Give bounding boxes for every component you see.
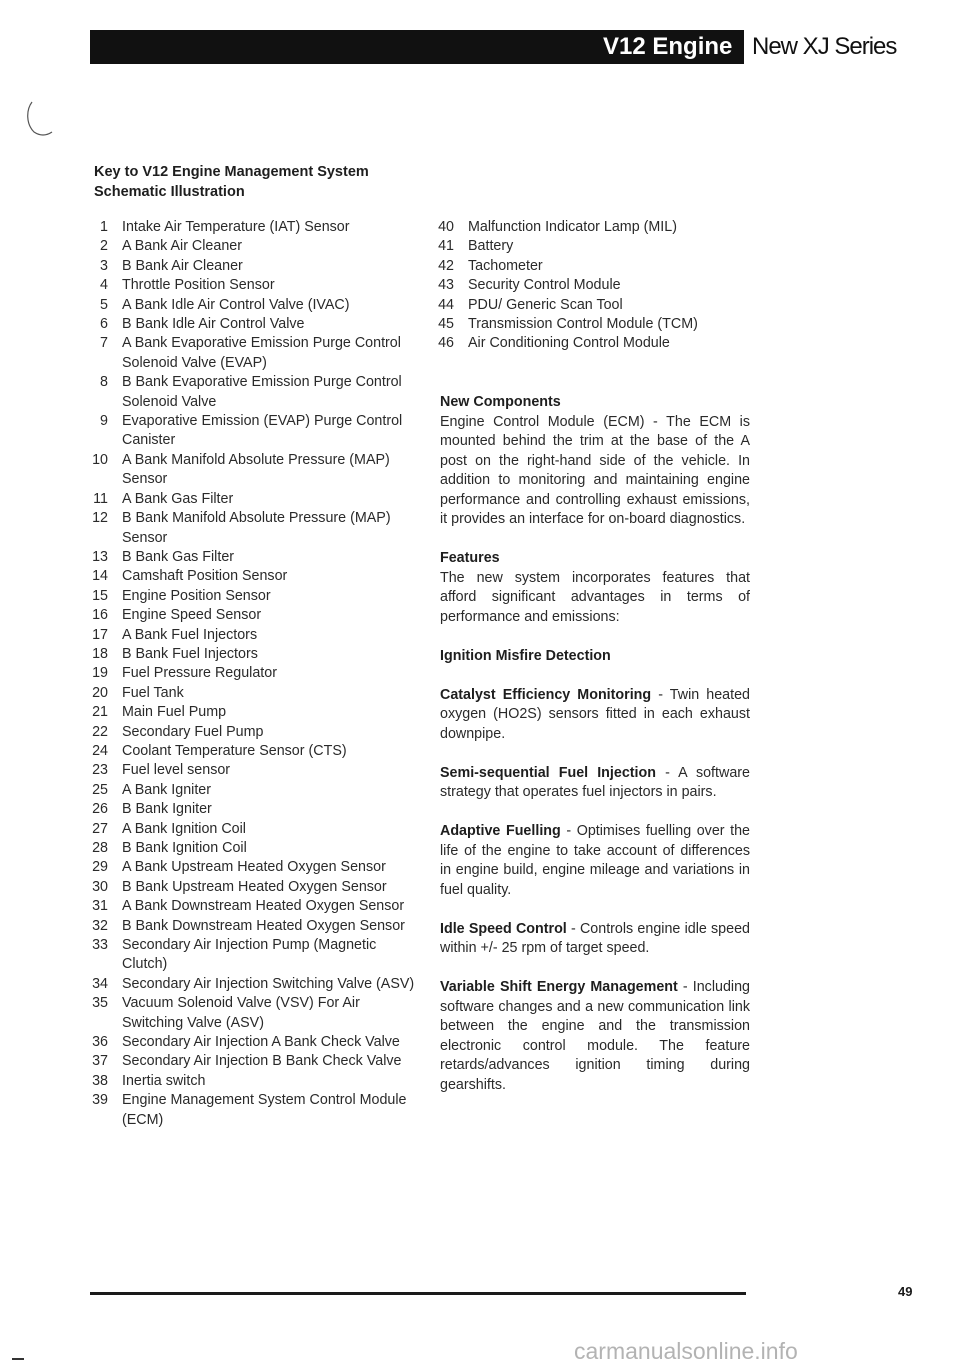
key-item <box>80 897 420 916</box>
footer-rule <box>90 1292 746 1295</box>
key-item-label: Security Control Module <box>468 277 621 294</box>
key-item <box>80 858 420 877</box>
key-item <box>80 606 420 625</box>
key-item-number: 8 <box>100 374 108 391</box>
shift-energy-section <box>440 978 750 1095</box>
section-title: V12 Engine <box>597 30 738 64</box>
key-item-label: Intake Air Temperature (IAT) Sensor <box>122 219 350 235</box>
key-item-number: 9 <box>100 413 108 430</box>
key-item-label: B Bank Downstream Heated Oxygen Sensor <box>122 917 405 934</box>
key-item <box>80 567 420 586</box>
ignition-misfire-section <box>440 647 750 667</box>
key-item <box>426 237 756 256</box>
key-item-number: 36 <box>92 1034 108 1051</box>
key-item-number: 30 <box>92 878 108 895</box>
key-title-line-2: Schematic Illustration <box>94 184 245 200</box>
key-item-number: 39 <box>92 1092 108 1109</box>
key-item-label: Malfunction Indicator Lamp (MIL) <box>468 219 677 235</box>
key-title <box>94 162 424 202</box>
key-list-right <box>426 218 756 354</box>
key-item-number: 25 <box>92 781 108 798</box>
key-item <box>80 276 420 295</box>
key-item <box>426 218 756 237</box>
key-item <box>426 276 756 295</box>
key-title-line-1: Key to V12 Engine Management System <box>94 164 369 180</box>
key-item <box>80 742 420 761</box>
new-components-text: Engine Control Module (ECM) - The ECM is mounted behind the trim at the base of the A post on the right-hand side of the vehicle. In addition to monitoring and maintaining engine performance and controlling exhaust emissions, it provides an interface for on-board diagnostics. <box>440 413 750 527</box>
key-item-label: A Bank Evaporative Emission Purge Control Solenoid Valve (EVAP) <box>122 335 401 371</box>
key-item <box>80 334 420 373</box>
key-item-label: B Bank Evaporative Emission Purge Control Solenoid Valve <box>122 374 402 410</box>
key-item-label: A Bank Manifold Absolute Pressure (MAP) Sensor <box>122 451 390 488</box>
key-item <box>80 781 420 800</box>
key-item-number: 13 <box>92 548 108 565</box>
key-item <box>80 878 420 897</box>
key-item <box>80 373 420 412</box>
key-item-label: B Bank Ignition Coil <box>122 840 247 856</box>
key-item <box>80 626 420 645</box>
key-item-number: 6 <box>100 316 108 333</box>
semi-sequential-heading: Semi-sequential Fuel Injection <box>440 764 656 781</box>
key-item-label: Secondary Air Injection Pump (Magnetic Clutch) <box>122 937 377 973</box>
key-item-number: 45 <box>438 316 454 333</box>
key-item <box>80 1091 420 1130</box>
key-item-label: Engine Position Sensor <box>122 587 271 604</box>
catalyst-heading: Catalyst Efficiency Monitoring <box>440 686 652 703</box>
catalyst-section <box>440 686 750 745</box>
key-item <box>426 296 756 315</box>
key-item <box>80 296 420 315</box>
key-item-label: A Bank Igniter <box>122 781 212 798</box>
key-item-number: 17 <box>92 626 108 643</box>
key-item-label: B Bank Gas Filter <box>122 548 235 565</box>
new-components-section <box>440 393 750 530</box>
new-components-heading: New Components <box>440 394 561 410</box>
key-item-label: Secondary Air Injection A Bank Check Valve <box>122 1034 400 1051</box>
key-item-label: B Bank Fuel Injectors <box>122 645 258 662</box>
key-item <box>80 936 420 975</box>
key-item <box>80 684 420 703</box>
adaptive-fuelling-heading: Adaptive Fuelling <box>440 823 561 839</box>
key-item-number: 37 <box>92 1053 108 1070</box>
key-item-number: 23 <box>92 762 108 779</box>
bottom-dash <box>12 1358 24 1360</box>
key-item <box>80 820 420 839</box>
ignition-misfire-heading: Ignition Misfire Detection <box>440 647 611 664</box>
key-item-label: Fuel level sensor <box>122 762 231 779</box>
key-item-label: A Bank Air Cleaner <box>122 238 243 255</box>
key-item <box>80 509 420 548</box>
key-item <box>80 761 420 780</box>
key-item <box>426 257 756 276</box>
key-item-number: 14 <box>92 568 108 585</box>
key-item-label: Camshaft Position Sensor <box>122 568 288 585</box>
features-section <box>440 549 750 627</box>
key-item <box>80 1052 420 1071</box>
key-item-label: A Bank Fuel Injectors <box>122 626 258 643</box>
key-item <box>80 1033 420 1052</box>
key-item-label: Transmission Control Module (TCM) <box>468 316 698 333</box>
key-item-number: 10 <box>92 451 108 468</box>
key-item-number: 18 <box>92 645 108 662</box>
key-item-label: A Bank Gas Filter <box>122 490 234 507</box>
key-item-number: 7 <box>100 335 108 352</box>
corner-bracket-mark <box>24 100 54 140</box>
shift-energy-heading: Variable Shift Energy Management <box>440 979 678 995</box>
key-item-number: 2 <box>100 238 108 255</box>
key-item-number: 41 <box>438 238 454 255</box>
shift-energy-text: - Including software changes and a new communication link between the engine and the transmission electronic control module. The feature retards/advances ignition timing during gearshifts. <box>440 979 750 1093</box>
key-item <box>80 994 420 1033</box>
key-item-label: Engine Management System Control Module (ECM) <box>122 1092 407 1128</box>
key-item-label: Coolant Temperature Sensor (CTS) <box>122 742 347 759</box>
key-item-label: B Bank Air Cleaner <box>122 257 243 274</box>
key-item-number: 44 <box>438 296 454 313</box>
watermark: carmanualsonline.info <box>574 1338 798 1364</box>
key-item-number: 15 <box>92 587 108 604</box>
key-item-number: 22 <box>92 723 108 740</box>
key-item-label: Fuel Pressure Regulator <box>122 665 277 682</box>
key-item-number: 31 <box>92 898 108 915</box>
adaptive-fuelling-text: - Optimises fuelling over the life of the engine to take account of differences in engine build, engine mileage and variations in fuel quality. <box>440 823 750 898</box>
key-list-left <box>80 218 420 1130</box>
key-item-number: 27 <box>92 820 108 837</box>
key-item-number: 21 <box>92 704 108 721</box>
key-item <box>80 257 420 276</box>
key-item <box>80 645 420 664</box>
key-item-number: 26 <box>92 801 108 818</box>
key-item-number: 5 <box>100 296 108 313</box>
key-item <box>80 703 420 722</box>
key-item-label: B Bank Upstream Heated Oxygen Sensor <box>122 878 387 895</box>
key-item-label: Secondary Fuel Pump <box>122 723 264 740</box>
page-number: 49 <box>898 1284 913 1299</box>
key-item-number: 3 <box>100 257 108 274</box>
features-text: The new system incorporates features that afford significant advantages in terms of performance and emissions: <box>440 569 750 625</box>
key-item <box>80 1072 420 1091</box>
adaptive-fuelling-section <box>440 822 750 900</box>
key-item-label: A Bank Downstream Heated Oxygen Sensor <box>122 898 405 915</box>
key-item <box>80 548 420 567</box>
key-item-label: B Bank Idle Air Control Valve <box>122 316 305 333</box>
idle-speed-text: - Controls engine idle speed within +/- 25 rpm of target speed. <box>440 920 750 956</box>
key-item <box>80 664 420 683</box>
key-item-number: 38 <box>92 1072 108 1089</box>
key-item-number: 35 <box>92 995 108 1012</box>
key-item <box>426 334 756 353</box>
key-item-number: 12 <box>92 510 108 527</box>
key-item <box>80 839 420 858</box>
semi-sequential-section <box>440 764 750 803</box>
key-item-number: 32 <box>92 917 108 934</box>
key-item-label: Main Fuel Pump <box>122 704 227 721</box>
key-item-number: 42 <box>438 257 454 274</box>
key-item-label: B Bank Manifold Absolute Pressure (MAP) Sensor <box>122 510 391 546</box>
key-item-label: Engine Speed Sensor <box>122 607 262 624</box>
key-item <box>80 723 420 742</box>
key-item-label: Fuel Tank <box>122 684 184 701</box>
key-item-label: Air Conditioning Control Module <box>468 335 670 352</box>
key-item-label: Vacuum Solenoid Valve (VSV) For Air Switching Valve (ASV) <box>122 995 360 1031</box>
key-item <box>426 315 756 334</box>
series-title: New XJ Series <box>752 33 897 60</box>
key-item-number: 20 <box>92 684 108 701</box>
description-column <box>440 393 750 1115</box>
key-item-number: 11 <box>93 490 108 507</box>
key-item-number: 40 <box>438 219 454 235</box>
key-item-label: Secondary Air Injection B Bank Check Valve <box>122 1053 402 1070</box>
key-item-label: Battery <box>468 238 514 255</box>
idle-speed-heading: Idle Speed Control <box>440 920 567 937</box>
key-item-number: 24 <box>92 742 108 759</box>
catalyst-text: - Twin heated oxygen (HO2S) sensors fitted in each exhaust downpipe. <box>440 686 751 742</box>
key-item-number: 29 <box>92 859 108 876</box>
key-item-label: A Bank Ignition Coil <box>122 820 246 837</box>
key-item-number: 34 <box>92 975 108 992</box>
key-item-number: 19 <box>92 665 108 682</box>
key-item <box>80 412 420 451</box>
key-item <box>80 975 420 994</box>
key-item-number: 43 <box>438 277 454 294</box>
key-item-number: 4 <box>100 277 108 294</box>
key-item <box>80 917 420 936</box>
key-item-label: Secondary Air Injection Switching Valve (ASV) <box>122 975 415 992</box>
features-heading: Features <box>440 550 500 566</box>
semi-sequential-text: - A software strategy that operates fuel injectors in pairs. <box>440 764 750 800</box>
key-item <box>80 451 420 490</box>
key-item-label: Tachometer <box>468 257 543 274</box>
key-item-number: 1 <box>100 219 108 235</box>
key-item-label: A Bank Upstream Heated Oxygen Sensor <box>122 859 386 876</box>
key-item <box>80 237 420 256</box>
key-item <box>80 218 420 237</box>
key-item-label: A Bank Idle Air Control Valve (IVAC) <box>122 296 350 313</box>
idle-speed-section <box>440 920 750 959</box>
key-item-label: Inertia switch <box>122 1072 206 1089</box>
key-item <box>80 587 420 606</box>
key-item-number: 16 <box>92 607 108 624</box>
key-item-number: 28 <box>92 840 108 856</box>
key-item <box>80 315 420 334</box>
key-item-number: 33 <box>92 937 108 954</box>
key-item-label: PDU/ Generic Scan Tool <box>468 296 623 313</box>
key-item <box>80 800 420 819</box>
key-item-label: Evaporative Emission (EVAP) Purge Control Canister <box>122 413 403 449</box>
key-item-label: B Bank Igniter <box>122 801 212 818</box>
key-item <box>80 490 420 509</box>
key-item-number: 46 <box>438 335 454 352</box>
key-item-label: Throttle Position Sensor <box>122 277 275 294</box>
